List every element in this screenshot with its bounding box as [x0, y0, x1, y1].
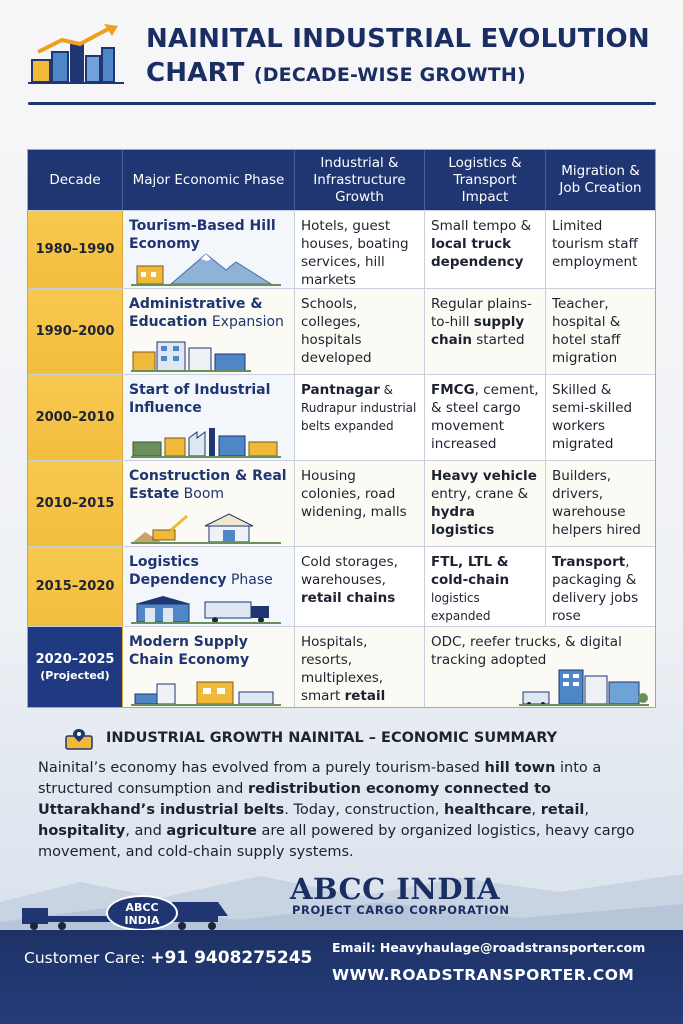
brand-name: ABCC INDIA	[290, 872, 501, 906]
title-line-2	[146, 56, 666, 92]
industry-cell	[295, 375, 425, 460]
summary-text: . Today, construction,	[284, 802, 444, 818]
phase-cell	[123, 547, 295, 626]
summary-text: , and	[125, 823, 167, 839]
migration-cell: Skilled & semi-skilled workers migrated	[552, 382, 633, 452]
header	[0, 0, 683, 110]
table-row	[28, 374, 655, 460]
summary-highlight: hospitality	[38, 823, 126, 839]
modern-buildings-illustration	[519, 662, 649, 706]
industry-growth-icon	[28, 22, 128, 86]
phase-cell	[123, 627, 295, 708]
logistics-cell	[425, 461, 546, 546]
summary-text: into a structured consumption and	[38, 760, 602, 797]
phase-title-bold: Construction & Real Estate	[129, 468, 287, 502]
summary-highlight: redistribution economy connected to Uttarakhand’s industrial belts	[38, 781, 551, 818]
title-chart-word: CHART	[146, 58, 245, 88]
industry-cell	[295, 547, 425, 626]
migration-cell: Builders, drivers, warehouse helpers hired	[546, 461, 655, 546]
company-badge	[106, 895, 178, 931]
industry-highlight: Pantnagar	[301, 382, 380, 398]
industry-highlight: retail	[344, 688, 386, 704]
logistics-highlight: supply chain	[431, 314, 525, 348]
decade-cell: 2000–2010	[28, 375, 123, 460]
summary-highlight: retail	[540, 802, 585, 818]
title-line-1: NAINITAL INDUSTRIAL EVOLUTION	[146, 24, 650, 54]
decade-cell: 2015–2020	[28, 547, 123, 626]
column-header-logistics: Logistics & Transport Impact	[425, 150, 546, 210]
phase-cell	[123, 375, 295, 460]
table-row	[28, 288, 655, 374]
migration-highlight: Transport	[552, 554, 626, 570]
logistics-text-end: started	[471, 332, 525, 348]
logistics-cell	[425, 211, 546, 288]
logistics-highlight: FTL, LTL & cold-chain	[431, 554, 510, 588]
logistics-text: ODC, reefer trucks, & digital tracking adopted	[431, 634, 622, 668]
industry-cell: Housing colonies, road widening, malls	[295, 461, 425, 546]
industry-cell: Schools, colleges, hospitals developed	[295, 289, 425, 374]
summary-text: Nainital’s economy has evolved from a purely tourism-based	[38, 760, 485, 776]
logistics-text: Regular plains-to-hill	[431, 296, 532, 330]
school-buildings-illustration	[131, 336, 251, 372]
decade-cell: 1990–2000	[28, 289, 123, 374]
summary-title: INDUSTRIAL GROWTH NAINITAL – ECONOMIC SUMMARY	[106, 730, 558, 746]
column-header-decade: Decade	[28, 150, 123, 210]
decade-cell: 2010–2015	[28, 461, 123, 546]
logistics-highlight: FMCG	[431, 382, 475, 398]
email-contact	[332, 940, 645, 955]
badge-line-1: ABCC	[125, 901, 159, 914]
industry-text: Hospitals, resorts, multiplexes, smart	[301, 634, 384, 704]
summary-highlight: agriculture	[166, 823, 257, 839]
table-header	[28, 150, 655, 210]
migration-cell	[546, 547, 655, 626]
column-header-migration: Migration & Job Creation	[559, 163, 642, 196]
page-title	[146, 22, 666, 92]
logistics-highlight: Heavy vehicle	[431, 468, 537, 484]
summary-text: are all powered by organized logistics, heavy cargo movement, and cold-chain supply systems.	[38, 823, 635, 860]
phase-title: Modern Supply Chain Economy	[129, 634, 250, 668]
header-divider	[28, 102, 656, 105]
logistics-text: logistics expanded	[431, 591, 491, 623]
customer-care-number[interactable]: +91 9408275245	[150, 948, 313, 968]
phase-title	[129, 553, 288, 589]
logistics-migration-merged-cell	[425, 627, 655, 708]
phase-title-rest: Expansion	[207, 314, 284, 330]
phase-title-bold: Administrative & Education	[129, 296, 263, 330]
phase-cell	[123, 461, 295, 546]
industry-cell: Hotels, guest houses, boating services, hill markets	[295, 211, 425, 288]
title-subtitle: (DECADE-WISE GROWTH)	[253, 64, 526, 86]
construction-illustration	[131, 510, 281, 544]
badge-line-2: INDIA	[124, 914, 160, 927]
table-row	[28, 546, 655, 626]
table-row	[28, 460, 655, 546]
logistics-text: entry, crane &	[431, 486, 529, 502]
brand-tagline: PROJECT CARGO CORPORATION	[292, 903, 510, 917]
phase-title-rest: Boom	[179, 486, 225, 502]
migration-cell: Teacher, hospital & hotel staff migration	[546, 289, 655, 374]
phase-title-rest: Phase	[226, 572, 273, 588]
phase-title: Start of Industrial Influence	[129, 382, 271, 416]
mountain-town-illustration	[131, 248, 281, 286]
email-label: Email:	[332, 940, 380, 955]
logistics-cell	[425, 375, 546, 460]
logistics-cell	[425, 547, 546, 626]
website-link[interactable]: WWW.ROADSTRANSPORTER.COM	[332, 966, 635, 984]
logistics-highlight-end: hydra logistics	[431, 504, 495, 538]
customer-care-label: Customer Care:	[24, 949, 151, 967]
warehouse-truck-illustration	[131, 594, 281, 624]
summary-highlight: healthcare	[444, 802, 532, 818]
summary-highlight: hill town	[484, 760, 556, 776]
summary-text: ,	[531, 802, 541, 818]
phase-cell	[123, 289, 295, 374]
table-row	[28, 210, 655, 288]
location-pin-icon	[64, 728, 94, 750]
column-header-industry: Industrial & Infrastructure Growth	[295, 150, 425, 210]
industrial-belt-illustration	[131, 424, 281, 458]
summary-text: ,	[584, 802, 590, 818]
migration-text: , packaging & delivery jobs rose	[552, 554, 639, 624]
decade-label: 2020–2025	[35, 651, 115, 667]
industry-cell	[295, 627, 425, 708]
email-link[interactable]: Heavyhaulage@roadstransporter.com	[379, 940, 646, 955]
logistics-text: Small tempo &	[431, 218, 532, 234]
projected-note: (Projected)	[40, 668, 110, 682]
industry-highlight: retail chains	[301, 590, 396, 606]
logistics-cell	[425, 289, 546, 374]
phase-cell	[123, 211, 295, 288]
customer-care	[24, 948, 312, 968]
column-header-phase: Major Economic Phase	[123, 150, 295, 210]
industry-text: & Rudrapur industrial belts expanded	[301, 383, 417, 433]
migration-cell: Limited tourism staff employment	[552, 218, 638, 270]
phase-title	[129, 467, 288, 503]
logistics-highlight: local truck dependency	[431, 236, 524, 270]
decade-cell: 1980–1990	[28, 211, 123, 288]
summary-paragraph	[38, 758, 664, 863]
phase-title-bold: Logistics Dependency	[129, 554, 227, 588]
table-row	[28, 626, 655, 708]
industry-text: Cold storages, warehouses,	[301, 554, 398, 588]
evolution-table	[27, 149, 656, 708]
summary-header	[32, 726, 656, 752]
phase-title: Tourism-Based Hill Economy	[129, 218, 276, 252]
city-supply-illustration	[131, 676, 281, 706]
phase-title	[129, 295, 288, 331]
logistics-text: , cement, & steel cargo movement increased	[431, 382, 539, 452]
decade-cell	[28, 627, 123, 708]
